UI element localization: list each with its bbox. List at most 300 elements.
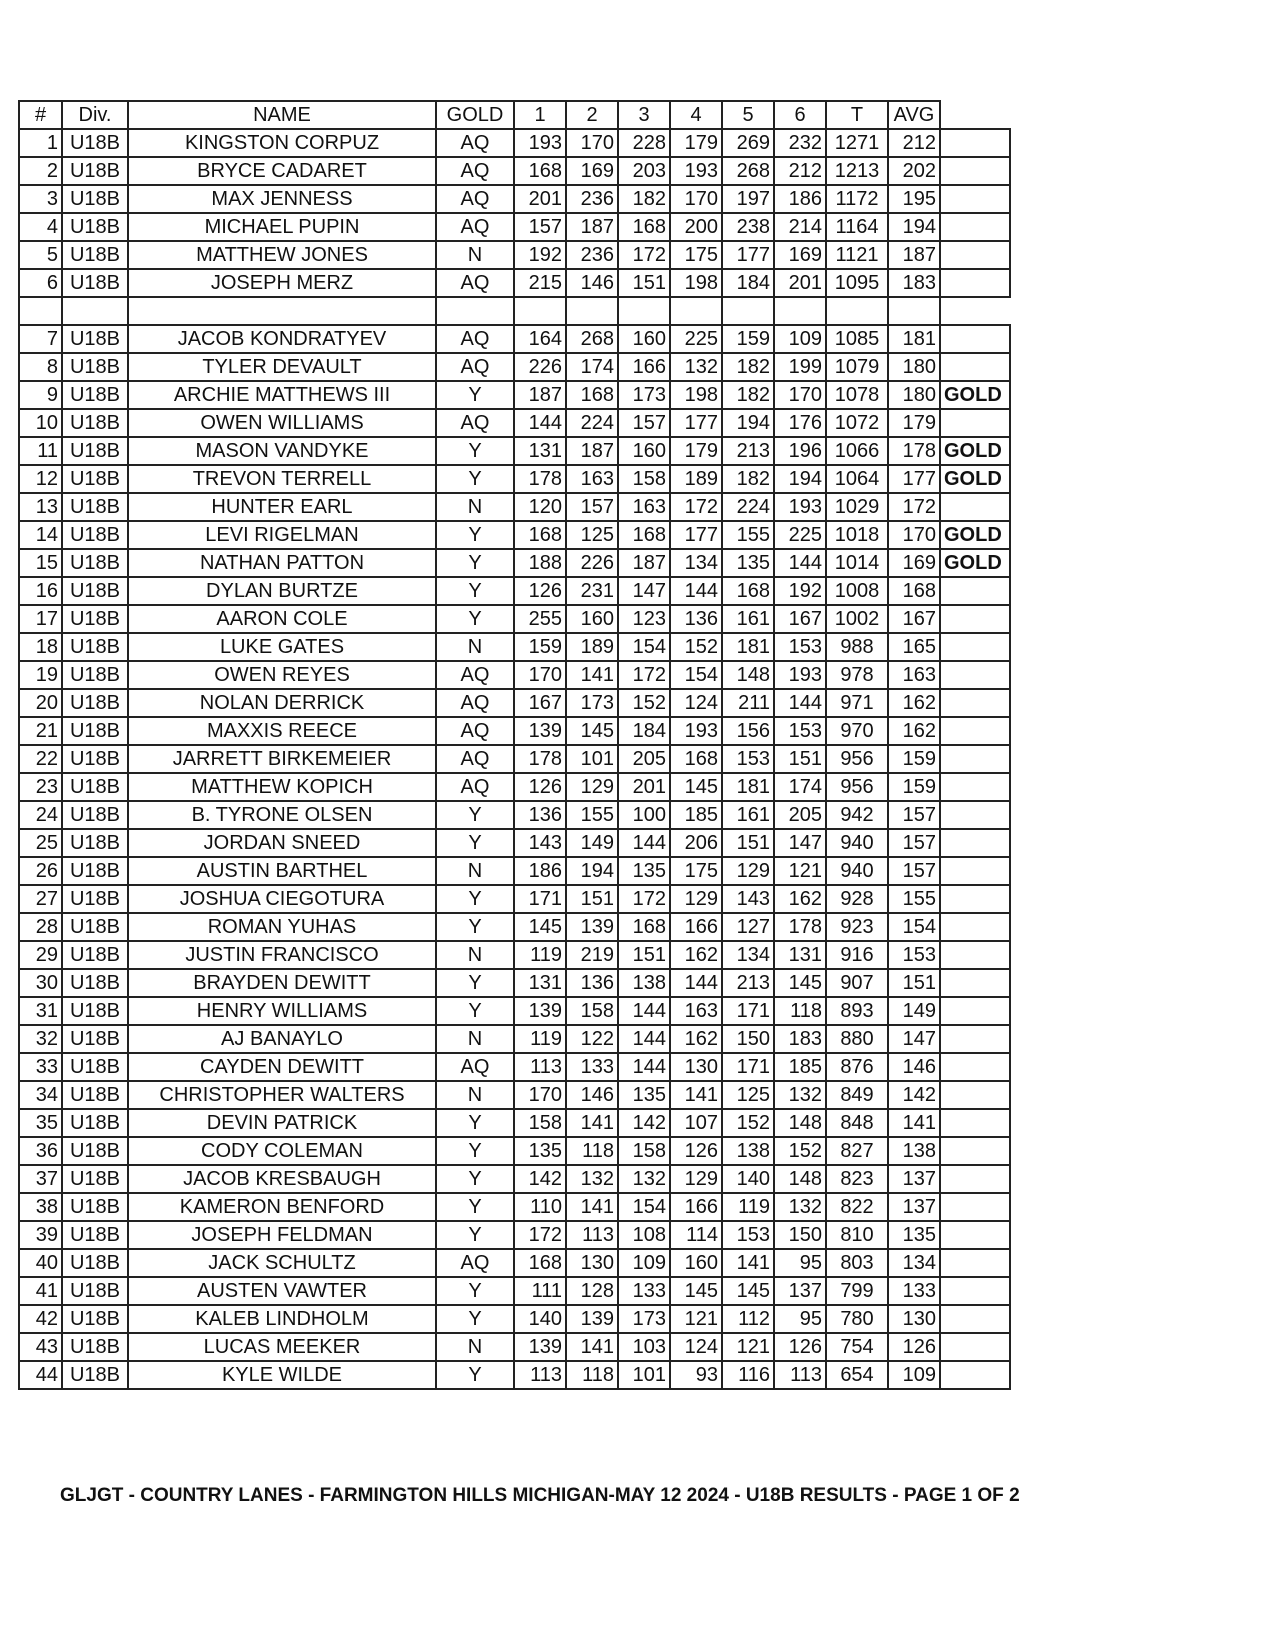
gold-status-cell: Y (436, 381, 514, 409)
game-1-cell: 143 (514, 829, 566, 857)
game-3-cell: 201 (618, 773, 670, 801)
gold-status-cell: AQ (436, 353, 514, 381)
table-row (19, 465, 1010, 493)
game-1-cell: 164 (514, 325, 566, 353)
game-1-cell: 201 (514, 185, 566, 213)
avg-cell: 157 (888, 829, 940, 857)
table-row (19, 1305, 1010, 1333)
div-cell: U18B (62, 801, 128, 829)
game-3-cell: 144 (618, 1053, 670, 1081)
game-6-cell: 148 (774, 1165, 826, 1193)
rank-cell: 19 (19, 661, 62, 689)
gold-note-cell: GOLD (940, 381, 1010, 409)
div-cell: U18B (62, 185, 128, 213)
table-row (19, 1053, 1010, 1081)
div-cell: U18B (62, 829, 128, 857)
gold-status-cell: Y (436, 1109, 514, 1137)
total-cell: 1002 (826, 605, 888, 633)
gold-status-cell: N (436, 241, 514, 269)
avg-cell: 187 (888, 241, 940, 269)
gold-note-cell (940, 1221, 1010, 1249)
game-5-cell: 161 (722, 801, 774, 829)
avg-cell: 137 (888, 1165, 940, 1193)
blank-cell (128, 297, 436, 325)
div-cell: U18B (62, 857, 128, 885)
rank-cell: 37 (19, 1165, 62, 1193)
table-row (19, 801, 1010, 829)
rank-cell: 35 (19, 1109, 62, 1137)
gold-status-cell: AQ (436, 1249, 514, 1277)
div-cell: U18B (62, 1277, 128, 1305)
blank-cell (774, 297, 826, 325)
gold-note-cell (940, 325, 1010, 353)
gold-status-cell: Y (436, 437, 514, 465)
total-cell: 810 (826, 1221, 888, 1249)
game-3-cell: 135 (618, 1081, 670, 1109)
game-6-cell: 232 (774, 129, 826, 157)
avg-cell: 162 (888, 689, 940, 717)
rank-cell: 42 (19, 1305, 62, 1333)
game-5-cell: 150 (722, 1025, 774, 1053)
gold-note-cell (940, 661, 1010, 689)
game-6-cell: 137 (774, 1277, 826, 1305)
table-row (19, 997, 1010, 1025)
name-cell: TREVON TERRELL (128, 465, 436, 493)
game-6-cell: 185 (774, 1053, 826, 1081)
div-cell: U18B (62, 129, 128, 157)
game-6-cell: 150 (774, 1221, 826, 1249)
game-4-cell: 124 (670, 1333, 722, 1361)
game-6-cell: 153 (774, 633, 826, 661)
total-cell: 978 (826, 661, 888, 689)
rank-cell: 32 (19, 1025, 62, 1053)
game-2-cell: 187 (566, 213, 618, 241)
rank-cell: 34 (19, 1081, 62, 1109)
game-1-cell: 192 (514, 241, 566, 269)
game-5-cell: 129 (722, 857, 774, 885)
game-4-cell: 170 (670, 185, 722, 213)
gold-status-cell: AQ (436, 185, 514, 213)
game-2-cell: 128 (566, 1277, 618, 1305)
div-cell: U18B (62, 689, 128, 717)
gold-status-cell: N (436, 1333, 514, 1361)
rank-cell: 26 (19, 857, 62, 885)
gold-note-cell: GOLD (940, 549, 1010, 577)
game-1-cell: 187 (514, 381, 566, 409)
total-cell: 654 (826, 1361, 888, 1389)
gold-status-cell: Y (436, 1361, 514, 1389)
game-1-cell: 139 (514, 997, 566, 1025)
gold-status-cell: Y (436, 1221, 514, 1249)
game-3-cell: 138 (618, 969, 670, 997)
name-cell: AARON COLE (128, 605, 436, 633)
game-4-cell: 145 (670, 1277, 722, 1305)
game-2-cell: 236 (566, 185, 618, 213)
game-6-cell: 147 (774, 829, 826, 857)
avg-cell: 135 (888, 1221, 940, 1249)
game-2-cell: 268 (566, 325, 618, 353)
game-5-cell: 182 (722, 353, 774, 381)
gold-note-cell (940, 801, 1010, 829)
col-header-total: T (826, 101, 888, 129)
game-5-cell: 121 (722, 1333, 774, 1361)
game-3-cell: 109 (618, 1249, 670, 1277)
table-row (19, 521, 1010, 549)
name-cell: JOSHUA CIEGOTURA (128, 885, 436, 913)
table-row (19, 1221, 1010, 1249)
gold-status-cell: Y (436, 521, 514, 549)
gold-note-cell (940, 577, 1010, 605)
rank-cell: 10 (19, 409, 62, 437)
game-3-cell: 168 (618, 521, 670, 549)
avg-cell: 183 (888, 269, 940, 297)
game-3-cell: 151 (618, 269, 670, 297)
div-cell: U18B (62, 1109, 128, 1137)
game-6-cell: 201 (774, 269, 826, 297)
game-4-cell: 193 (670, 717, 722, 745)
game-4-cell: 206 (670, 829, 722, 857)
rank-cell: 31 (19, 997, 62, 1025)
game-1-cell: 167 (514, 689, 566, 717)
rank-cell: 22 (19, 745, 62, 773)
total-cell: 754 (826, 1333, 888, 1361)
rank-cell: 7 (19, 325, 62, 353)
game-6-cell: 205 (774, 801, 826, 829)
game-6-cell: 95 (774, 1249, 826, 1277)
div-cell: U18B (62, 437, 128, 465)
game-4-cell: 154 (670, 661, 722, 689)
game-1-cell: 135 (514, 1137, 566, 1165)
game-4-cell: 107 (670, 1109, 722, 1137)
blank-cell (566, 297, 618, 325)
total-cell: 822 (826, 1193, 888, 1221)
game-6-cell: 196 (774, 437, 826, 465)
rank-cell: 2 (19, 157, 62, 185)
total-cell: 940 (826, 829, 888, 857)
rank-cell: 27 (19, 885, 62, 913)
total-cell: 970 (826, 717, 888, 745)
game-1-cell: 111 (514, 1277, 566, 1305)
game-5-cell: 141 (722, 1249, 774, 1277)
gold-status-cell: AQ (436, 409, 514, 437)
gold-note-cell (940, 241, 1010, 269)
gold-status-cell: Y (436, 605, 514, 633)
table-row (19, 829, 1010, 857)
game-5-cell: 152 (722, 1109, 774, 1137)
rank-cell: 18 (19, 633, 62, 661)
game-2-cell: 129 (566, 773, 618, 801)
div-cell: U18B (62, 521, 128, 549)
gold-note-cell (940, 409, 1010, 437)
table-row (19, 381, 1010, 409)
avg-cell: 142 (888, 1081, 940, 1109)
gold-note-cell (940, 1165, 1010, 1193)
total-cell: 799 (826, 1277, 888, 1305)
name-cell: BRYCE CADARET (128, 157, 436, 185)
game-1-cell: 120 (514, 493, 566, 521)
rank-cell: 30 (19, 969, 62, 997)
game-2-cell: 231 (566, 577, 618, 605)
game-4-cell: 121 (670, 1305, 722, 1333)
total-cell: 1066 (826, 437, 888, 465)
game-5-cell: 151 (722, 829, 774, 857)
game-5-cell: 182 (722, 465, 774, 493)
name-cell: OWEN WILLIAMS (128, 409, 436, 437)
game-4-cell: 134 (670, 549, 722, 577)
total-cell: 1008 (826, 577, 888, 605)
rank-cell: 36 (19, 1137, 62, 1165)
total-cell: 803 (826, 1249, 888, 1277)
total-cell: 876 (826, 1053, 888, 1081)
total-cell: 916 (826, 941, 888, 969)
game-1-cell: 172 (514, 1221, 566, 1249)
game-2-cell: 122 (566, 1025, 618, 1053)
div-cell: U18B (62, 241, 128, 269)
avg-cell: 133 (888, 1277, 940, 1305)
blank-cell (62, 297, 128, 325)
game-4-cell: 160 (670, 1249, 722, 1277)
gold-note-cell (940, 829, 1010, 857)
rank-cell: 14 (19, 521, 62, 549)
name-cell: KAMERON BENFORD (128, 1193, 436, 1221)
game-4-cell: 179 (670, 129, 722, 157)
game-1-cell: 171 (514, 885, 566, 913)
game-6-cell: 152 (774, 1137, 826, 1165)
div-cell: U18B (62, 1221, 128, 1249)
total-cell: 971 (826, 689, 888, 717)
name-cell: LUKE GATES (128, 633, 436, 661)
gold-status-cell: AQ (436, 689, 514, 717)
rank-cell: 29 (19, 941, 62, 969)
avg-cell: 159 (888, 745, 940, 773)
game-6-cell: 199 (774, 353, 826, 381)
game-4-cell: 225 (670, 325, 722, 353)
gold-note-cell (940, 885, 1010, 913)
avg-cell: 146 (888, 1053, 940, 1081)
game-4-cell: 93 (670, 1361, 722, 1389)
total-cell: 1085 (826, 325, 888, 353)
div-cell: U18B (62, 325, 128, 353)
game-6-cell: 148 (774, 1109, 826, 1137)
rank-cell: 21 (19, 717, 62, 745)
game-5-cell: 268 (722, 157, 774, 185)
table-row (19, 493, 1010, 521)
table-row (19, 1165, 1010, 1193)
gold-status-cell: Y (436, 1277, 514, 1305)
game-2-cell: 157 (566, 493, 618, 521)
avg-cell: 179 (888, 409, 940, 437)
game-3-cell: 108 (618, 1221, 670, 1249)
game-1-cell: 170 (514, 661, 566, 689)
rank-cell: 6 (19, 269, 62, 297)
table-row (19, 549, 1010, 577)
game-1-cell: 178 (514, 465, 566, 493)
name-cell: JORDAN SNEED (128, 829, 436, 857)
game-4-cell: 129 (670, 885, 722, 913)
gold-note-cell (940, 1277, 1010, 1305)
game-3-cell: 154 (618, 1193, 670, 1221)
game-2-cell: 163 (566, 465, 618, 493)
gold-status-cell: N (436, 493, 514, 521)
gold-note-cell (940, 157, 1010, 185)
game-5-cell: 119 (722, 1193, 774, 1221)
rank-cell: 23 (19, 773, 62, 801)
blank-cell (436, 297, 514, 325)
game-3-cell: 173 (618, 381, 670, 409)
gold-status-cell: Y (436, 913, 514, 941)
game-1-cell: 188 (514, 549, 566, 577)
total-cell: 1079 (826, 353, 888, 381)
name-cell: MATTHEW JONES (128, 241, 436, 269)
gold-note-cell (940, 969, 1010, 997)
div-cell: U18B (62, 1137, 128, 1165)
gold-note-cell (940, 1361, 1010, 1389)
total-cell: 1271 (826, 129, 888, 157)
total-cell: 1072 (826, 409, 888, 437)
game-2-cell: 118 (566, 1361, 618, 1389)
game-4-cell: 193 (670, 157, 722, 185)
avg-cell: 180 (888, 381, 940, 409)
col-header-game-6: 6 (774, 101, 826, 129)
game-2-cell: 173 (566, 689, 618, 717)
name-cell: AUSTEN VAWTER (128, 1277, 436, 1305)
game-4-cell: 198 (670, 269, 722, 297)
game-3-cell: 163 (618, 493, 670, 521)
total-cell: 1064 (826, 465, 888, 493)
table-row (19, 325, 1010, 353)
game-1-cell: 215 (514, 269, 566, 297)
game-5-cell: 171 (722, 1053, 774, 1081)
name-cell: ARCHIE MATTHEWS III (128, 381, 436, 409)
rank-cell: 20 (19, 689, 62, 717)
gold-status-cell: Y (436, 549, 514, 577)
div-cell: U18B (62, 465, 128, 493)
rank-cell: 16 (19, 577, 62, 605)
game-6-cell: 144 (774, 549, 826, 577)
game-2-cell: 139 (566, 913, 618, 941)
results-sheet (18, 100, 1011, 1390)
game-6-cell: 131 (774, 941, 826, 969)
game-1-cell: 168 (514, 157, 566, 185)
avg-cell: 109 (888, 1361, 940, 1389)
game-2-cell: 136 (566, 969, 618, 997)
avg-cell: 134 (888, 1249, 940, 1277)
table-row (19, 885, 1010, 913)
name-cell: OWEN REYES (128, 661, 436, 689)
table-row (19, 1333, 1010, 1361)
game-1-cell: 159 (514, 633, 566, 661)
total-cell: 1213 (826, 157, 888, 185)
div-cell: U18B (62, 1081, 128, 1109)
name-cell: CODY COLEMAN (128, 1137, 436, 1165)
gold-note-cell (940, 1025, 1010, 1053)
game-4-cell: 141 (670, 1081, 722, 1109)
col-header-game-2: 2 (566, 101, 618, 129)
table-row (19, 241, 1010, 269)
name-cell: JARRETT BIRKEMEIER (128, 745, 436, 773)
gold-status-cell: AQ (436, 129, 514, 157)
div-cell: U18B (62, 941, 128, 969)
game-2-cell: 146 (566, 1081, 618, 1109)
game-4-cell: 166 (670, 1193, 722, 1221)
avg-cell: 163 (888, 661, 940, 689)
gold-status-cell: AQ (436, 1053, 514, 1081)
rank-cell: 8 (19, 353, 62, 381)
table-row (19, 913, 1010, 941)
game-2-cell: 118 (566, 1137, 618, 1165)
div-cell: U18B (62, 1333, 128, 1361)
game-5-cell: 182 (722, 381, 774, 409)
table-row (19, 1137, 1010, 1165)
game-2-cell: 160 (566, 605, 618, 633)
gold-status-cell: AQ (436, 661, 514, 689)
gold-note-cell (940, 129, 1010, 157)
game-1-cell: 255 (514, 605, 566, 633)
div-cell: U18B (62, 717, 128, 745)
div-cell: U18B (62, 969, 128, 997)
name-cell: JOSEPH MERZ (128, 269, 436, 297)
game-4-cell: 185 (670, 801, 722, 829)
table-row (19, 773, 1010, 801)
game-5-cell: 156 (722, 717, 774, 745)
name-cell: MICHAEL PUPIN (128, 213, 436, 241)
game-6-cell: 174 (774, 773, 826, 801)
game-5-cell: 181 (722, 773, 774, 801)
gold-note-cell (940, 857, 1010, 885)
game-6-cell: 186 (774, 185, 826, 213)
game-1-cell: 131 (514, 969, 566, 997)
gold-status-cell: Y (436, 1305, 514, 1333)
col-header-game-1: 1 (514, 101, 566, 129)
gold-note-cell (940, 941, 1010, 969)
col-header-div: Div. (62, 101, 128, 129)
total-cell: 880 (826, 1025, 888, 1053)
game-2-cell: 155 (566, 801, 618, 829)
game-6-cell: 183 (774, 1025, 826, 1053)
game-3-cell: 173 (618, 1305, 670, 1333)
gold-note-cell (940, 185, 1010, 213)
game-4-cell: 163 (670, 997, 722, 1025)
total-cell: 956 (826, 745, 888, 773)
game-6-cell: 169 (774, 241, 826, 269)
total-cell: 1164 (826, 213, 888, 241)
total-cell: 956 (826, 773, 888, 801)
page-footer: GLJGT - COUNTRY LANES - FARMINGTON HILLS MICHIGAN-MAY 12 2024 - U18B RESULTS - PAGE 1 OF 2 (60, 1485, 1020, 1506)
game-6-cell: 194 (774, 465, 826, 493)
game-2-cell: 145 (566, 717, 618, 745)
rank-cell: 41 (19, 1277, 62, 1305)
game-4-cell: 175 (670, 241, 722, 269)
gold-status-cell: N (436, 857, 514, 885)
gold-note-cell (940, 1193, 1010, 1221)
gold-note-cell: GOLD (940, 437, 1010, 465)
game-5-cell: 140 (722, 1165, 774, 1193)
rank-cell: 3 (19, 185, 62, 213)
div-cell: U18B (62, 1305, 128, 1333)
game-1-cell: 139 (514, 1333, 566, 1361)
game-5-cell: 112 (722, 1305, 774, 1333)
total-cell: 988 (826, 633, 888, 661)
avg-cell: 195 (888, 185, 940, 213)
game-2-cell: 219 (566, 941, 618, 969)
game-6-cell: 170 (774, 381, 826, 409)
gold-note-cell (940, 745, 1010, 773)
avg-cell: 137 (888, 1193, 940, 1221)
game-3-cell: 100 (618, 801, 670, 829)
div-cell: U18B (62, 1361, 128, 1389)
game-5-cell: 153 (722, 1221, 774, 1249)
game-5-cell: 177 (722, 241, 774, 269)
